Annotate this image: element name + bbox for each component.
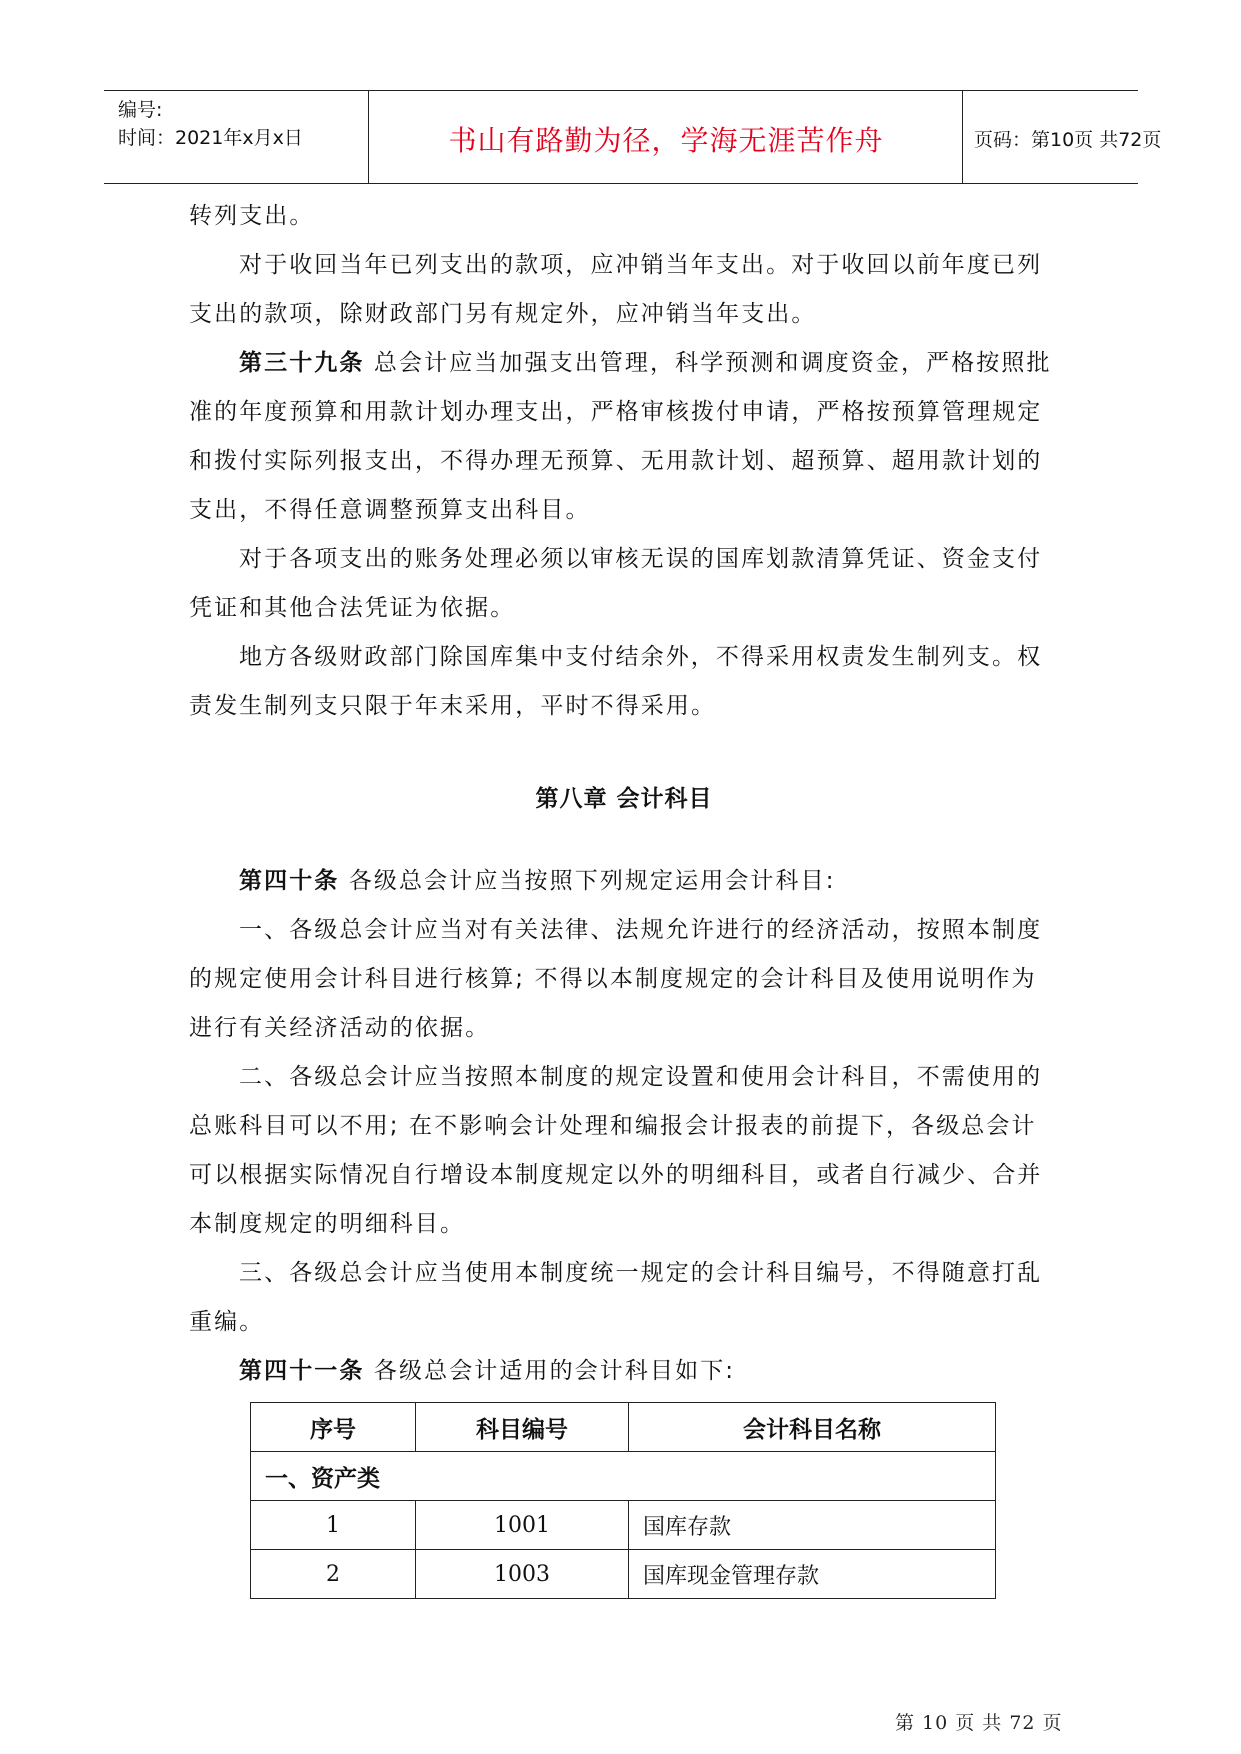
col-header-code: 科目编号 [416, 1403, 629, 1452]
row-code: 1003 [416, 1550, 629, 1599]
article-40: 第四十条 各级总会计应当按照下列规定运用会计科目: [239, 868, 836, 894]
list-item: 二、各级总会计应当按照本制度的规定设置和使用会计科目，不需使用的总账科目可以不用; 在不影响会计处理和编报会计报表的前提下，各级总会计可以根据实际情况自行增设本制度规定以外的明细科目，或者自行减少、合并本制度规定的明细科目。 [189, 1064, 1043, 1237]
header-left-cell [104, 91, 369, 183]
body-section-1 [189, 192, 1059, 731]
article-39: 第三十九条 总会计应当加强支出管理，科学预测和调度资金，严格按照批准的年度预算和用款计划办理支出，严格审核拨付申请，严格按预算管理规定和拨付实际列报支出，不得办理无预算、无用款计划、超预算、超用款计划的支出，不得任意调整预算支出科目。 [189, 350, 1052, 523]
paragraph: 地方各级财政部门除国库集中支付结余外，不得采用权责发生制列支。权责发生制列支只限于年末采用，平时不得采用。 [189, 644, 1043, 719]
table-row [251, 1501, 996, 1550]
list-item: 一、各级总会计应当对有关法律、法规允许进行的经济活动，按照本制度的规定使用会计科目进行核算; 不得以本制度规定的会计科目及使用说明作为进行有关经济活动的依据。 [189, 917, 1043, 1041]
row-name: 国库现金管理存款 [629, 1550, 996, 1599]
col-header-no: 序号 [251, 1403, 416, 1452]
row-no: 2 [251, 1550, 416, 1599]
page-footer: 第 10 页 共 72 页 [895, 1712, 1063, 1734]
accounts-table [250, 1402, 996, 1599]
number-label: 编号: [118, 99, 163, 121]
chapter-title: 第八章 会计科目 [535, 786, 713, 812]
body-section-2 [189, 857, 1059, 1396]
paragraph: 对于各项支出的账务处理必须以审核无误的国库划款清算凭证、资金支付凭证和其他合法凭证为依据。 [189, 546, 1043, 621]
page-info: 页码：第10页 共72页 [974, 129, 1162, 151]
table-section-row [251, 1452, 996, 1501]
time-label: 时间：2021年x月x日 [118, 127, 303, 149]
article-41: 第四十一条 各级总会计适用的会计科目如下: [239, 1358, 736, 1384]
row-no: 1 [251, 1501, 416, 1550]
table-row [251, 1550, 996, 1599]
article-lead: 第四十条 [239, 868, 340, 894]
header-right-cell [964, 91, 1162, 183]
section-label: 一、资产类 [251, 1452, 996, 1501]
motto: 书山有路勤为径，学海无涯苦作舟 [448, 124, 884, 157]
header-motto-cell [370, 91, 963, 183]
col-header-name: 会计科目名称 [629, 1403, 996, 1452]
paragraph: 对于收回当年已列支出的款项，应冲销当年支出。对于收回以前年度已列支出的款项，除财政部门另有规定外，应冲销当年支出。 [189, 252, 1043, 327]
article-lead: 第四十一条 [239, 1358, 365, 1384]
article-lead: 第三十九条 [239, 350, 365, 376]
page-header [104, 90, 1162, 184]
list-item: 三、各级总会计应当使用本制度统一规定的会计科目编号，不得随意打乱重编。 [189, 1260, 1043, 1335]
row-name: 国库存款 [629, 1501, 996, 1550]
row-code: 1001 [416, 1501, 629, 1550]
paragraph: 转列支出。 [189, 203, 315, 229]
table-header-row [251, 1403, 996, 1452]
